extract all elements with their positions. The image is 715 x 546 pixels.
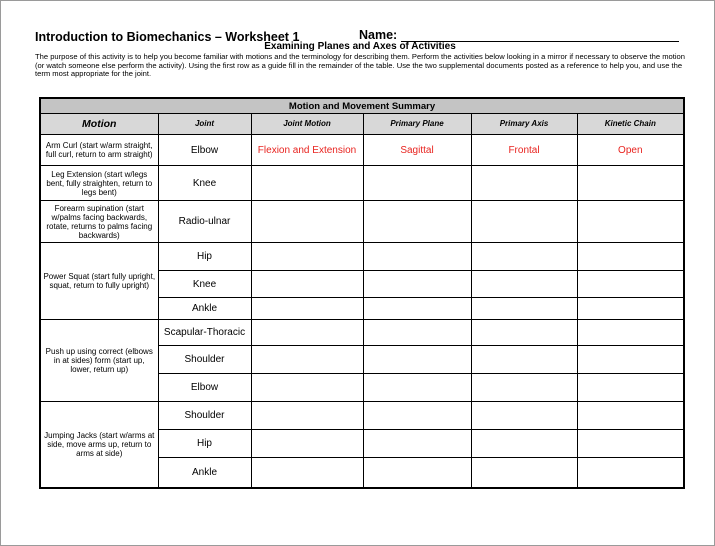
joint-cell: Hip [158, 430, 251, 458]
primary-axis-cell[interactable] [471, 166, 577, 201]
primary-plane-cell[interactable] [363, 430, 471, 458]
kinetic-chain-cell[interactable] [577, 346, 684, 374]
worksheet-title: Introduction to Biomechanics – Worksheet 1 [35, 30, 300, 44]
primary-axis-cell[interactable] [471, 320, 577, 346]
kinetic-chain-cell[interactable] [577, 298, 684, 320]
primary-axis-cell[interactable] [471, 402, 577, 430]
table-row [40, 166, 684, 201]
table-row [40, 201, 684, 243]
joint-cell: Hip [158, 243, 251, 271]
header-motion: Motion [40, 114, 158, 135]
header-primary-axis: Primary Axis [471, 114, 577, 135]
joint-cell: Elbow [158, 374, 251, 402]
worksheet-instructions: The purpose of this activity is to help you become familiar with motions and the terminology for describing them. Perform the activities below looking in a mirror if necessary to observe the motion (or watch someone else perform the activity). Using the first row as a guide fill in the remainder of the table. Use the two supplemental documents posted as a reference to help you, and use the term most appropriate for the joint. [35, 52, 685, 79]
motion-cell: Jumping Jacks (start w/arms at side, move arms up, return to arms at side) [40, 402, 158, 488]
primary-axis-cell[interactable] [471, 271, 577, 298]
table-title: Motion and Movement Summary [40, 98, 684, 114]
joint-cell: Ankle [158, 458, 251, 488]
kinetic-chain-cell[interactable] [577, 458, 684, 488]
header-primary-plane: Primary Plane [363, 114, 471, 135]
motion-summary-table [39, 97, 685, 489]
table-row [40, 135, 684, 166]
table-row [40, 243, 684, 271]
joint-cell: Knee [158, 271, 251, 298]
joint-motion-cell[interactable] [251, 374, 363, 402]
primary-axis-cell[interactable] [471, 374, 577, 402]
motion-cell: Power Squat (start fully upright, squat, return to fully upright) [40, 243, 158, 320]
table-row [40, 320, 684, 346]
header-joint: Joint [158, 114, 251, 135]
joint-motion-cell[interactable] [251, 166, 363, 201]
worksheet-subtitle: Examining Planes and Axes of Activities [264, 41, 456, 52]
primary-axis-cell[interactable] [471, 298, 577, 320]
primary-axis-cell[interactable] [471, 346, 577, 374]
worksheet-header [35, 28, 685, 79]
motion-cell: Forearm supination (start w/palms facing backwards, rotate, returns to palms facing backwards) [40, 201, 158, 243]
joint-cell: Radio-ulnar [158, 201, 251, 243]
primary-axis-cell[interactable]: Frontal [471, 135, 577, 166]
table-row [40, 402, 684, 430]
kinetic-chain-cell[interactable] [577, 166, 684, 201]
joint-cell: Elbow [158, 135, 251, 166]
primary-plane-cell[interactable] [363, 243, 471, 271]
primary-plane-cell[interactable]: Sagittal [363, 135, 471, 166]
joint-motion-cell[interactable]: Flexion and Extension [251, 135, 363, 166]
primary-axis-cell[interactable] [471, 458, 577, 488]
kinetic-chain-cell[interactable] [577, 201, 684, 243]
motion-cell: Arm Curl (start w/arm straight, full curl, return to arm straight) [40, 135, 158, 166]
primary-plane-cell[interactable] [363, 346, 471, 374]
joint-cell: Shoulder [158, 402, 251, 430]
primary-plane-cell[interactable] [363, 458, 471, 488]
primary-plane-cell[interactable] [363, 166, 471, 201]
joint-cell: Ankle [158, 298, 251, 320]
joint-motion-cell[interactable] [251, 243, 363, 271]
joint-motion-cell[interactable] [251, 271, 363, 298]
header-kinetic-chain: Kinetic Chain [577, 114, 684, 135]
name-field [359, 28, 679, 42]
joint-cell: Scapular-Thoracic [158, 320, 251, 346]
joint-motion-cell[interactable] [251, 201, 363, 243]
kinetic-chain-cell[interactable] [577, 320, 684, 346]
joint-cell: Knee [158, 166, 251, 201]
motion-cell: Leg Extension (start w/legs bent, fully straighten, return to legs bent) [40, 166, 158, 201]
primary-axis-cell[interactable] [471, 201, 577, 243]
primary-axis-cell[interactable] [471, 243, 577, 271]
header-joint-motion: Joint Motion [251, 114, 363, 135]
primary-plane-cell[interactable] [363, 402, 471, 430]
joint-motion-cell[interactable] [251, 320, 363, 346]
joint-motion-cell[interactable] [251, 346, 363, 374]
primary-plane-cell[interactable] [363, 298, 471, 320]
kinetic-chain-cell[interactable] [577, 430, 684, 458]
primary-axis-cell[interactable] [471, 430, 577, 458]
kinetic-chain-cell[interactable]: Open [577, 135, 684, 166]
primary-plane-cell[interactable] [363, 201, 471, 243]
kinetic-chain-cell[interactable] [577, 271, 684, 298]
joint-motion-cell[interactable] [251, 458, 363, 488]
primary-plane-cell[interactable] [363, 374, 471, 402]
primary-plane-cell[interactable] [363, 271, 471, 298]
kinetic-chain-cell[interactable] [577, 374, 684, 402]
joint-cell: Shoulder [158, 346, 251, 374]
joint-motion-cell[interactable] [251, 402, 363, 430]
kinetic-chain-cell[interactable] [577, 402, 684, 430]
primary-plane-cell[interactable] [363, 320, 471, 346]
kinetic-chain-cell[interactable] [577, 243, 684, 271]
name-label: Name: [359, 28, 398, 42]
joint-motion-cell[interactable] [251, 298, 363, 320]
motion-cell: Push up using correct (elbows in at sides) form (start up, lower, return up) [40, 320, 158, 402]
joint-motion-cell[interactable] [251, 430, 363, 458]
